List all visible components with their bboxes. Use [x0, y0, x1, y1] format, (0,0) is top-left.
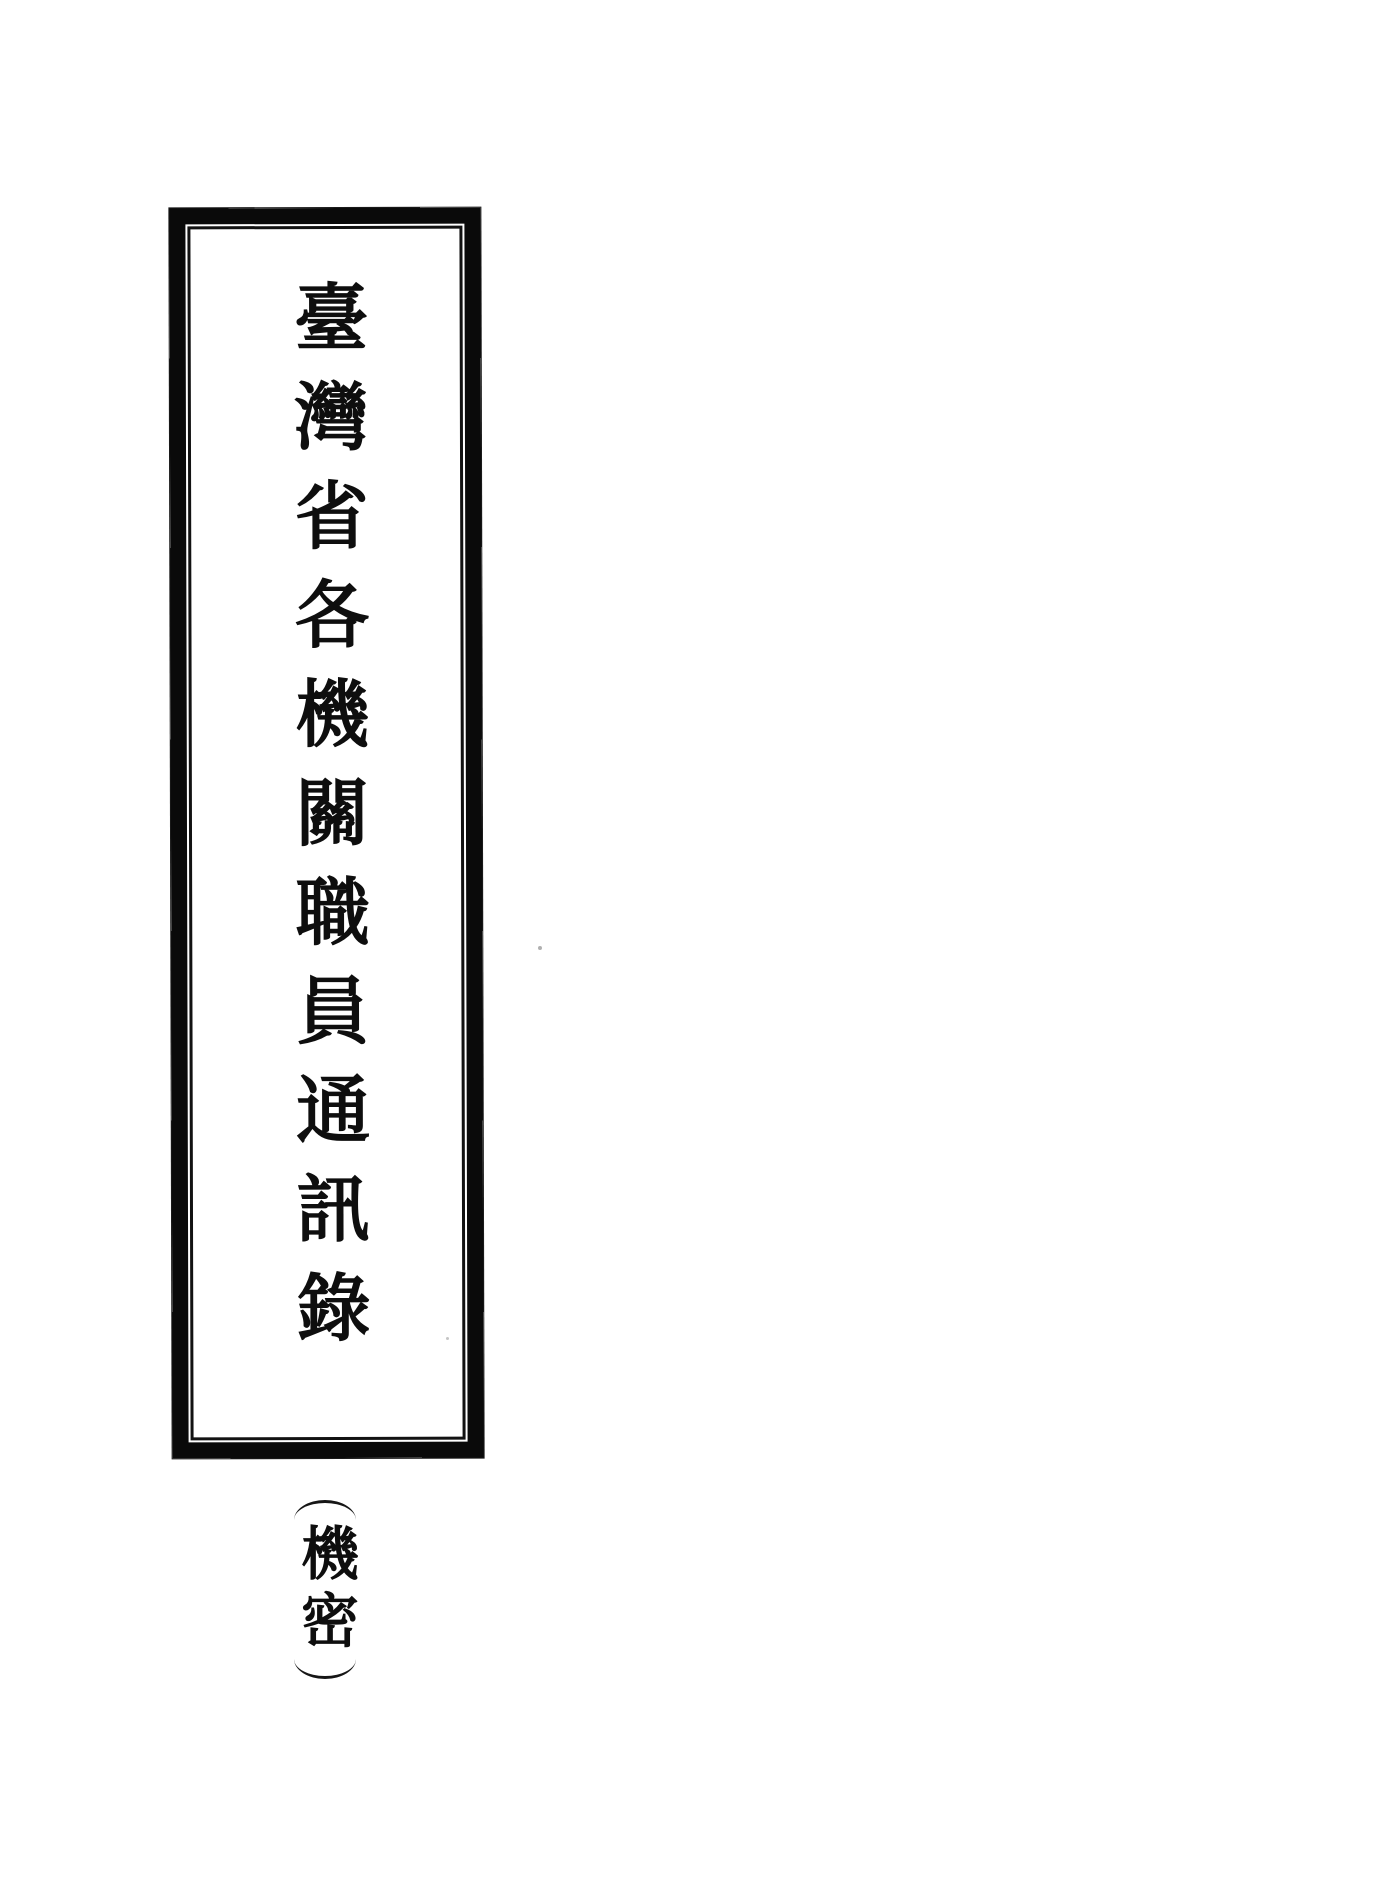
vertical-paren-close-icon [294, 1659, 356, 1679]
confidential-label [291, 1500, 359, 1679]
confidential-text: 機密 [291, 1523, 359, 1657]
book-title: 臺灣省各機關職員通訊錄 [282, 278, 371, 1369]
scan-speckle [538, 946, 542, 950]
title-frame [169, 208, 483, 1459]
vertical-paren-open-icon [294, 1500, 356, 1520]
title-frame-inner-border [187, 226, 465, 1441]
scan-speckle [446, 1337, 449, 1340]
